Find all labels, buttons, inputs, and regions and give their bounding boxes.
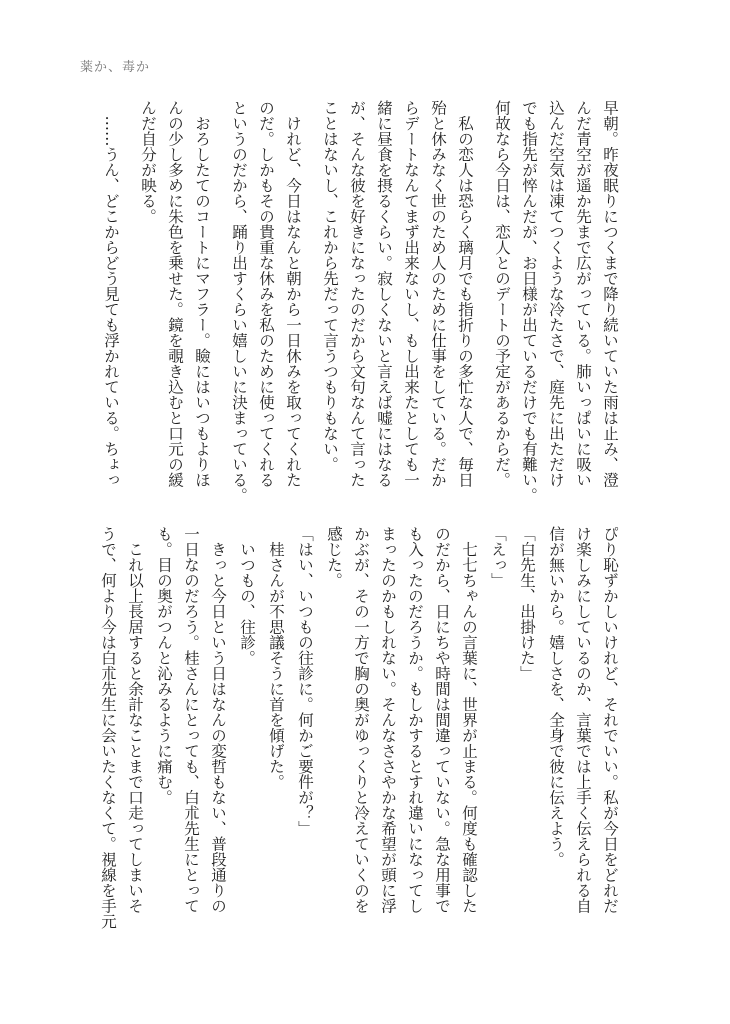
text-line: ぴり恥ずかしいけれど、それでいい。私が今日をどれだ	[601, 526, 619, 914]
text-line: ……うん、どこからどう見ても浮かれている。ちょっ	[102, 100, 120, 488]
text-line: んの少し多めに朱色を乗せた。鏡を覗き込むと口元の緩	[166, 100, 184, 488]
text-line: 「えっ」	[489, 526, 507, 588]
paragraph	[320, 526, 482, 936]
text-line: でも指先が悴んだが、お日様が出ているだけでも有難い。	[520, 100, 538, 503]
paragraph	[97, 100, 124, 510]
text-line: んだ自分が映る。	[139, 100, 157, 224]
text-line: 感じた。	[325, 526, 343, 588]
text-line: まったのかもしれない。そんなささやかな希望が頭に浮	[379, 526, 397, 914]
top-text-block	[87, 100, 623, 510]
paragraph	[291, 526, 318, 936]
text-line: が、そんな彼を好きになったのだから文句なんて言った	[348, 100, 366, 488]
text-line: 込んだ空気は凍てつくような冷たさで、庭先に出ただけ	[547, 100, 565, 488]
text-line: らデートなんてまず出来ないし、もし出来たとしても一	[402, 100, 420, 488]
text-line: きっと今日という日はなんの変哲もない、普段通りの	[209, 526, 227, 914]
text-line: んだ青空が遥か先まで広がっている。肺いっぱいに吸い	[574, 100, 592, 488]
text-line: おろしたてのコートにマフラー。瞼にはいつもよりほ	[193, 100, 211, 488]
running-head: 薬か、毒か	[80, 60, 151, 75]
text-line: 私の恋人は恐らく璃月でも指折りの多忙な人で、毎日	[456, 100, 474, 488]
text-line: というのだから、踊り出すくらい嬉しいに決まっている。	[230, 100, 248, 503]
text-line: 殆と休みなく世のため人のために仕事をしている。だか	[429, 100, 447, 488]
paragraph	[488, 100, 623, 510]
text-line: 信が無いから。嬉しさを、全身で彼に伝えよう。	[547, 526, 565, 867]
paragraph	[150, 526, 231, 936]
text-line: 桂さんが不思議そうに首を傾げた。	[267, 526, 285, 790]
bottom-text-block	[92, 526, 623, 936]
text-line: 早朝。昨夜眠りにつくまで降り続いていた雨は止み、澄	[601, 100, 619, 488]
text-line: これ以上長居すると余計なことまで口走ってしまいそ	[126, 526, 144, 914]
text-line: うで、何より今は白朮先生に会いたくなくて。視線を手元	[99, 526, 117, 929]
text-line: 「白先生、出掛けた」	[518, 526, 536, 681]
paragraph	[513, 526, 540, 936]
text-line: 一日なのだろう。桂さんにとっても、白朮先生にとって	[182, 526, 200, 914]
text-line: いつもの、往診。	[238, 526, 256, 666]
text-line: けれど、今日はなんと朝から一日休みを取ってくれた	[284, 100, 302, 488]
text-line: のだ。しかもその貴重な休みを私のために使ってくれる	[257, 100, 275, 488]
text-line: 「はい、いつもの往診に。何かご要件が？」	[296, 526, 314, 836]
paragraph	[94, 526, 148, 936]
text-line: 緒に昼食を摂るくらい。寂しくないと言えば嘘にはなる	[375, 100, 393, 488]
text-line: のだから、日にちや時間は間違っていない。急な用事で	[433, 526, 451, 914]
text-line: 七七ちゃんの言葉に、世界が止まる。何度も確認した	[460, 526, 478, 914]
text-line: も入ったのだろうか。もしかするとすれ違いになってし	[406, 526, 424, 914]
paragraph	[134, 100, 215, 510]
text-line: け楽しみにしているのか、言葉では上手く伝えられる自	[574, 526, 592, 914]
paragraph	[542, 526, 623, 936]
paragraph	[225, 100, 306, 510]
paragraph	[484, 526, 511, 936]
text-line: 何故なら今日は、恋人とのデートの予定があるからだ。	[493, 100, 511, 488]
text-line: も。目の奥がつんと沁みるように痛む。	[155, 526, 173, 805]
paragraph	[262, 526, 289, 936]
text-line: かぶが、その一方で胸の奥がゆっくりと冷えていくのを	[352, 526, 370, 914]
text-line: ことはないし、これから先だって言うつもりもない。	[321, 100, 339, 472]
paragraph	[316, 100, 478, 510]
paragraph	[233, 526, 260, 936]
